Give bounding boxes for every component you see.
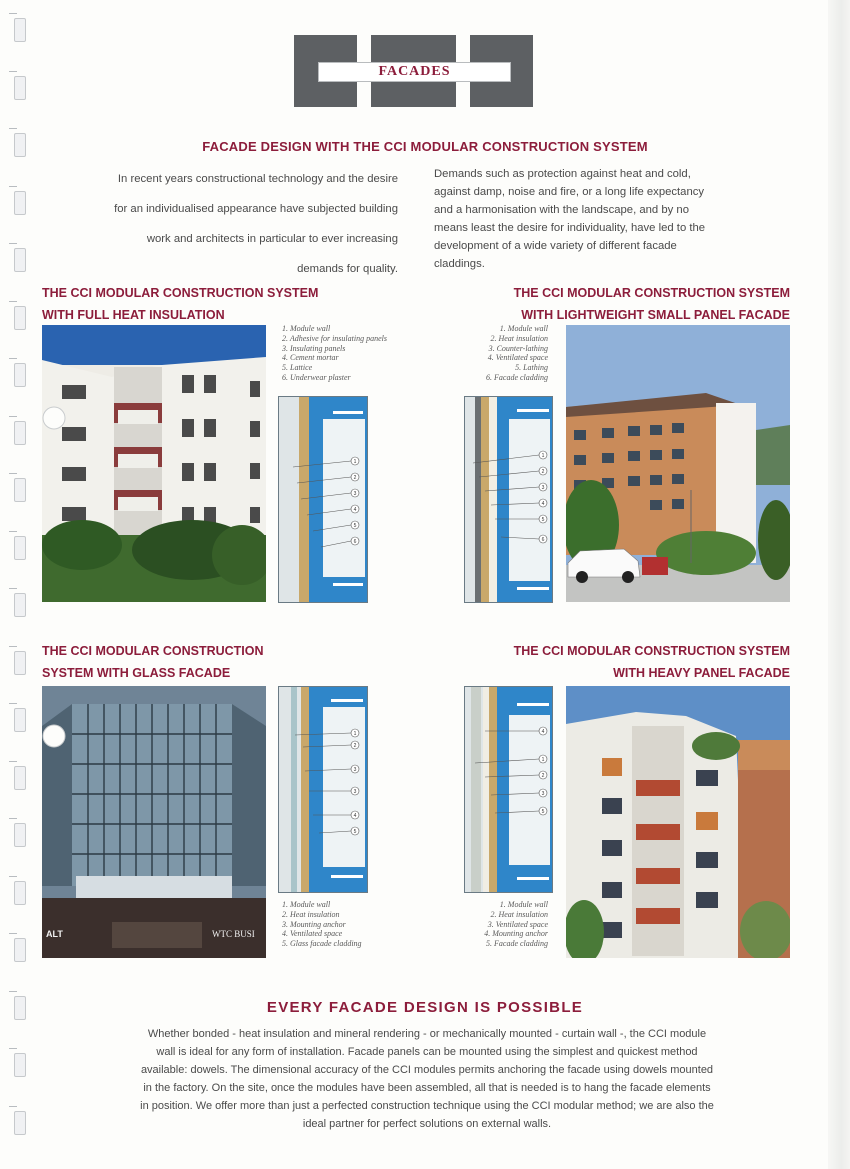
closing-line: available: dowels. The dimensional accuracy of the CCI modules permits anchoring the facade using dowels mounted (140, 1064, 714, 1076)
legend-item: 2. Adhesive for insulating panels (282, 333, 387, 343)
intro-right-line: development of a wide variety of different facade (434, 240, 677, 252)
legend-item: 4. Ventilated space (282, 929, 343, 939)
binder-ring (14, 421, 26, 445)
legend-item: 2. Heat insulation (282, 909, 340, 919)
heading-line: THE CCI MODULAR CONSTRUCTION SYSTEM (42, 286, 319, 300)
binder-ring (14, 18, 26, 42)
sign-text-left: ALT (46, 929, 63, 939)
photo-brown-panel-building (566, 325, 790, 602)
callout-number: 3 (353, 491, 357, 497)
callout-number: 5 (541, 517, 545, 523)
section-heading-full-heat (42, 282, 362, 326)
binder-ring (14, 478, 26, 502)
callout-number: 5 (353, 829, 357, 835)
legend-item: 4. Mounting anchor (484, 929, 548, 939)
legend-item: 5. Lattice (282, 363, 313, 373)
binder-ring (14, 823, 26, 847)
facades-logo (294, 35, 533, 107)
closing-line: wall is ideal for any form of installation. Facade panels can be mounted using the simplest and quickest method (156, 1046, 698, 1058)
callout-number: 3 (353, 767, 357, 773)
legend-glass (282, 900, 412, 949)
callout-number: 5 (541, 809, 545, 815)
binder-ring (14, 363, 26, 387)
intro-left-line: for an individualised appearance have subjected building (114, 203, 398, 215)
callout-number: 1 (541, 757, 545, 763)
legend-item: 1. Module wall (282, 900, 331, 909)
section-heading-lightweight (440, 282, 790, 326)
binder-ring (14, 651, 26, 675)
legend-item: 5. Facade cladding (486, 939, 548, 949)
closing-section-title: EVERY FACADE DESIGN IS POSSIBLE (266, 999, 584, 1016)
heading-line: WITH HEAVY PANEL FACADE (613, 666, 790, 680)
binder-ring (14, 593, 26, 617)
callout-number: 6 (353, 539, 357, 545)
callout-number: 4 (541, 729, 545, 735)
legend-item: 3. Counter-lathing (488, 343, 548, 353)
legend-item: 3. Ventilated space (487, 919, 548, 929)
closing-line: Whether bonded - heat insulation and mineral rendering - or mechanically mounted - curtain wall -, the CCI module (147, 1028, 707, 1040)
intro-right-line: claddings. (434, 258, 485, 270)
legend-lightweight (440, 324, 548, 383)
binder-ring (14, 1111, 26, 1135)
callout-number: 4 (353, 507, 357, 513)
wall-section-diagram-glass (278, 686, 368, 893)
legend-item: 2. Heat insulation (490, 909, 548, 919)
closing-section-body (54, 1025, 800, 1133)
binder-ring (14, 881, 26, 905)
callout-number: 2 (541, 773, 545, 779)
callout-number: 1 (353, 459, 357, 465)
legend-item: 2. Heat insulation (490, 333, 548, 343)
legend-item: 6. Underwear plaster (282, 372, 351, 382)
page-edge-shadow (828, 0, 850, 1169)
photo-heavy-panel-building (566, 686, 790, 958)
binder-ring (14, 536, 26, 560)
binder-ring (14, 766, 26, 790)
section-heading-glass (42, 640, 362, 684)
sign-text-right: WTC BUSI (212, 929, 255, 939)
wall-section-diagram-lightweight (464, 396, 553, 603)
intro-right-line: means least the desire for individuality, have led to the (434, 222, 706, 234)
binder-ring (14, 248, 26, 272)
legend-item: 4. Ventilated space (487, 353, 548, 363)
heading-line: SYSTEM WITH GLASS FACADE (42, 666, 231, 680)
binder-ring (14, 191, 26, 215)
binder-ring (14, 938, 26, 962)
legend-heavy (440, 900, 548, 949)
intro-right-line: against damp, noise and fire, or a long life expectancy (434, 186, 705, 198)
callout-number: 1 (353, 731, 357, 737)
heading-line: THE CCI MODULAR CONSTRUCTION (42, 644, 264, 658)
legend-item: 3. Mounting anchor (282, 919, 346, 929)
legend-item: 5. Lathing (515, 363, 548, 373)
binder-strip (8, 0, 32, 1169)
callout-number: 2 (353, 475, 357, 481)
legend-item: 5. Glass facade cladding (282, 939, 362, 949)
intro-left-column (38, 164, 398, 284)
callout-number: 4 (353, 813, 357, 819)
legend-item: 1. Module wall (499, 324, 548, 333)
legend-item: 1. Module wall (499, 900, 548, 909)
closing-line: in the factory. On the site, once the modules have been assembled, all that is needed is to hang the facade elements (143, 1082, 711, 1094)
heading-line: WITH FULL HEAT INSULATION (42, 308, 225, 322)
intro-right-line: Demands such as protection against heat and cold, (434, 168, 691, 180)
legend-item: 3. Insulating panels (282, 343, 346, 353)
binder-ring (14, 76, 26, 100)
callout-number: 3 (541, 791, 545, 797)
wall-section-diagram-heavy (464, 686, 553, 893)
heading-line: THE CCI MODULAR CONSTRUCTION SYSTEM (513, 644, 790, 658)
callout-number: 2 (353, 743, 357, 749)
intro-left-line: work and architects in particular to ever increasing (146, 233, 398, 245)
wall-section-diagram-full-heat (278, 396, 368, 603)
legend-item: 4. Cement mortar (282, 353, 339, 363)
callout-number: 3 (353, 789, 357, 795)
heading-line: WITH LIGHTWEIGHT SMALL PANEL FACADE (521, 308, 790, 322)
closing-line: ideal partner for perfect solutions on external walls. (302, 1118, 552, 1130)
callout-number: 5 (353, 523, 357, 529)
photo-white-apartment-building (42, 325, 266, 602)
binder-ring (14, 306, 26, 330)
callout-number: 1 (541, 453, 545, 459)
intro-right-line: and a harmonisation with the landscape, and by no (434, 204, 689, 216)
intro-right-column (434, 165, 774, 273)
callout-number: 4 (541, 501, 545, 507)
legend-full-heat (282, 324, 422, 383)
binder-ring (14, 708, 26, 732)
page-title: FACADE DESIGN WITH THE CCI MODULAR CONSTRUCTION SYSTEM (202, 139, 648, 154)
legend-item: 6. Facade cladding (486, 372, 548, 382)
section-heading-heavy (440, 640, 790, 684)
photo-glass-facade-building (42, 686, 266, 958)
heading-line: THE CCI MODULAR CONSTRUCTION SYSTEM (513, 286, 790, 300)
closing-line: in position. We offer more than just a perfected construction technique using the CCI modular method; we are also the (140, 1100, 714, 1112)
callout-number: 2 (541, 469, 545, 475)
callout-number: 3 (541, 485, 545, 491)
intro-left-line: In recent years constructional technology and the desire (117, 173, 398, 185)
legend-item: 1. Module wall (282, 324, 331, 333)
logo-text: FACADES (378, 64, 451, 79)
intro-left-line: demands for quality. (297, 263, 398, 275)
callout-number: 6 (541, 537, 545, 543)
binder-ring (14, 1053, 26, 1077)
